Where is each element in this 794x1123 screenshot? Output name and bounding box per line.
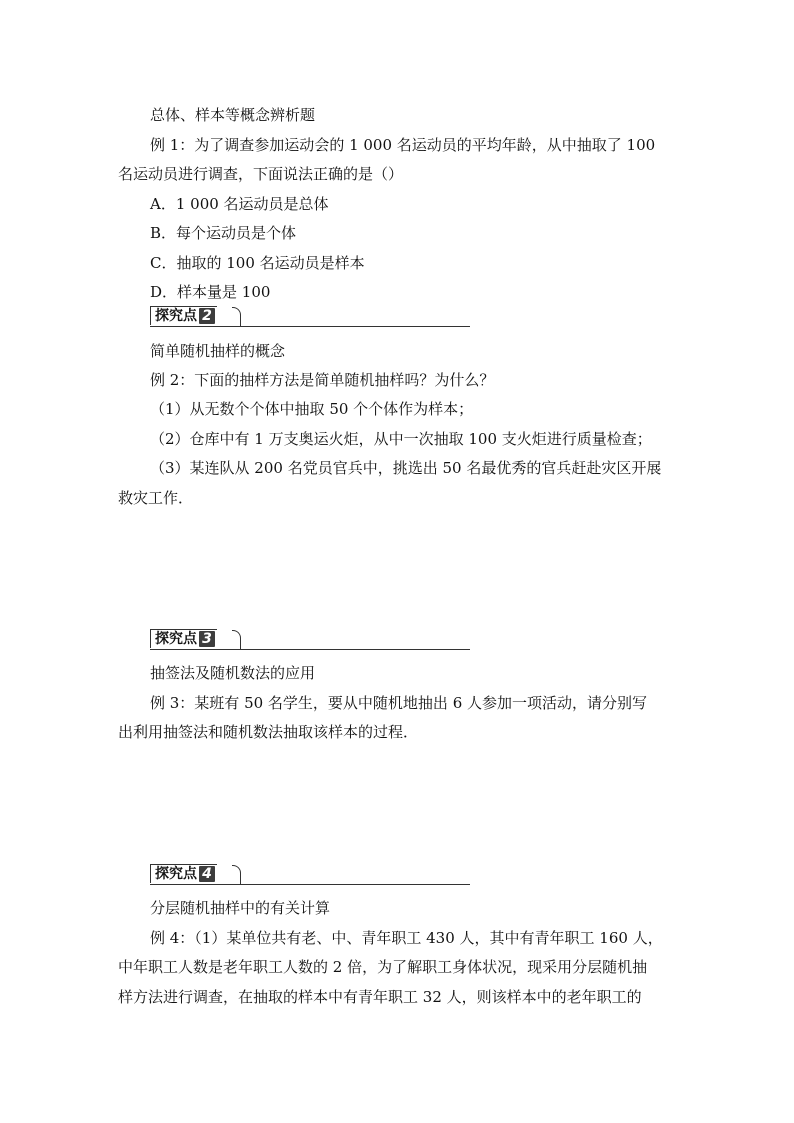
section4-badge-label: 探究点 [155, 866, 197, 882]
option-c: C．抽取的 100 名运动员是样本 [150, 254, 365, 272]
example3-line1: 例 3：某班有 50 名学生，要从中随机地抽出 6 人参加一项活动，请分别写 [150, 694, 648, 712]
example1-line1: 例 1：为了调查参加运动会的 1 000 名运动员的平均年龄，从中抽取了 100 [150, 136, 656, 154]
example1-line2: 名运动员进行调查，下面说法正确的是（） [118, 165, 404, 183]
option-d: D．样本量是 100 [150, 283, 271, 301]
section4-header-rule [150, 884, 470, 885]
example2-item3-line2: 救灾工作． [118, 489, 194, 507]
example2-item1: （1）从无数个个体中抽取 50 个个体作为样本； [150, 400, 474, 418]
section1-title: 总体、样本等概念辨析题 [150, 106, 316, 124]
section2-header-rule [150, 326, 470, 327]
section2-badge [150, 306, 217, 325]
section2-badge-number: 2 [199, 308, 215, 324]
section4-header [150, 863, 470, 885]
section3-title: 抽签法及随机数法的应用 [150, 664, 316, 682]
section2-header [150, 305, 470, 327]
section3-badge [150, 629, 217, 648]
section3-badge-number: 3 [199, 631, 215, 647]
section3-badge-label: 探究点 [155, 631, 197, 647]
section2-header-curve [232, 307, 241, 327]
example2-item3-line1: （3）某连队从 200 名党员官兵中，挑选出 50 名最优秀的官兵赶赴灾区开展 [150, 459, 662, 477]
example4-line2: 中年职工人数是老年职工人数的 2 倍，为了解职工身体状况，现采用分层随机抽 [118, 958, 648, 976]
section3-header-curve [232, 630, 241, 650]
option-a: A．1 000 名运动员是总体 [150, 195, 329, 213]
option-b: B．每个运动员是个体 [150, 224, 297, 242]
section4-badge [150, 864, 217, 883]
example3-line2: 出利用抽签法和随机数法抽取该样本的过程． [118, 723, 419, 741]
example4-line1: 例 4：（1）某单位共有老、中、青年职工 430 人，其中有青年职工 160 人， [150, 929, 663, 947]
section4-title: 分层随机抽样中的有关计算 [150, 899, 331, 917]
example4-line3: 样方法进行调查，在抽取的样本中有青年职工 32 人，则该样本中的老年职工的 [118, 988, 642, 1006]
section2-title: 简单随机抽样的概念 [150, 342, 286, 360]
section3-header [150, 628, 470, 650]
section2-badge-label: 探究点 [155, 308, 197, 324]
section4-header-curve [232, 865, 241, 885]
section4-badge-number: 4 [199, 866, 215, 882]
section3-header-rule [150, 649, 470, 650]
example2-item2: （2）仓库中有 1 万支奥运火炬，从中一次抽取 100 支火炬进行质量检查； [150, 430, 652, 448]
example2-line1: 例 2：下面的抽样方法是简单随机抽样吗？为什么？ [150, 371, 495, 389]
